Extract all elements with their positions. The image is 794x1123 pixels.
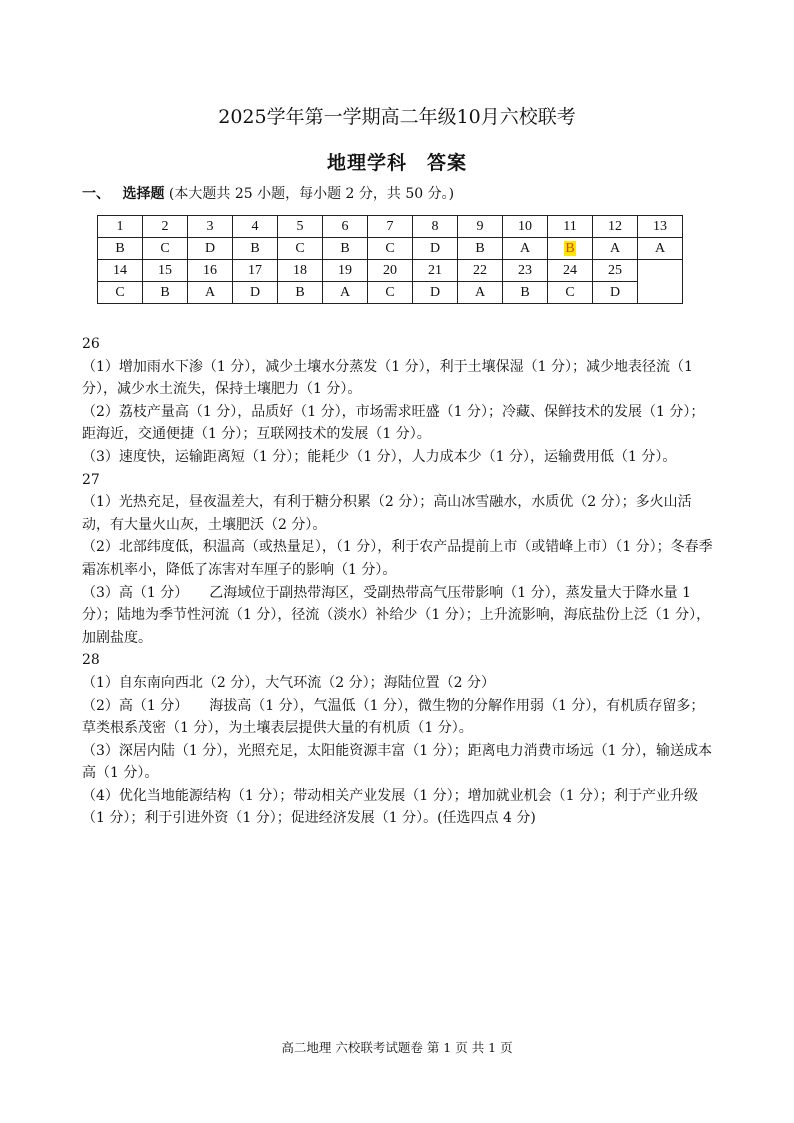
question-number: 6 bbox=[323, 216, 368, 238]
answer-row-answers-2 bbox=[98, 282, 683, 304]
answer-cell: D bbox=[413, 282, 458, 304]
question-28-part-4: （4）优化当地能源结构（1 分）；带动相关产业发展（1 分）；增加就业机会（1 分）；利于产业升级（1 分）；利于引进外资（1 分）；促进经济发展（1 分）。(任选四点 4 分) bbox=[82, 787, 698, 827]
question-number: 1 bbox=[98, 216, 143, 238]
question-number: 5 bbox=[278, 216, 323, 238]
question-number: 18 bbox=[278, 260, 323, 282]
question-number: 8 bbox=[413, 216, 458, 238]
question-26-part-3: （3）速度快，运输距离短（1 分）；能耗少（1 分），人力成本少（1 分），运输费用低（1 分）。 bbox=[82, 448, 677, 465]
question-number: 25 bbox=[593, 260, 638, 282]
answer-cell: C bbox=[548, 282, 593, 304]
page-footer: 高二地理 六校联考试题卷 第 1 页 共 1 页 bbox=[281, 1040, 513, 1055]
question-number: 4 bbox=[233, 216, 278, 238]
question-number: 16 bbox=[188, 260, 233, 282]
section-name: 选择题 bbox=[122, 186, 165, 202]
question-28-number: 28 bbox=[82, 652, 100, 669]
question-number: 23 bbox=[503, 260, 548, 282]
answer-table bbox=[97, 215, 683, 304]
question-number: 9 bbox=[458, 216, 503, 238]
question-number: 21 bbox=[413, 260, 458, 282]
question-number: 13 bbox=[638, 216, 683, 238]
question-27-part-3: （3）高（1 分） 乙海域位于副热带海区，受副热带高气压带影响（1 分），蒸发量大于降水量 1 分）；陆地为季节性河流（1 分），径流（淡水）补给少（1 分）；上升流影响，海底盐份上泛（1 分），加剧盐度。 bbox=[82, 584, 711, 646]
question-26-part-1: （1）增加雨水下渗（1 分），减少土壤水分蒸发（1 分），利于土壤保湿（1 分）；减少地表径流（1 分），减少水土流失，保持土壤肥力（1 分）。 bbox=[82, 358, 693, 398]
answer-cell: A bbox=[458, 282, 503, 304]
answer-cell: A bbox=[188, 282, 233, 304]
answer-cell: D bbox=[413, 238, 458, 260]
question-number: 7 bbox=[368, 216, 413, 238]
answer-cell: A bbox=[638, 238, 683, 260]
answer-cell: B bbox=[323, 238, 368, 260]
answer-cell: A bbox=[503, 238, 548, 260]
question-number: 10 bbox=[503, 216, 548, 238]
answer-row-answers-1 bbox=[98, 238, 683, 260]
answer-body bbox=[82, 333, 714, 830]
answer-cell: B bbox=[458, 238, 503, 260]
question-28-part-1: （1）自东南向西北（2 分），大气环流（2 分）；海陆位置（2 分） bbox=[82, 674, 495, 691]
answer-row-numbers-2 bbox=[98, 260, 683, 282]
section-note: (本大题共 25 小题，每小题 2 分，共 50 分。) bbox=[168, 186, 455, 202]
answer-cell: B bbox=[503, 282, 548, 304]
question-28-part-2: （2）高（1 分） 海拔高（1 分），气温低（1 分），微生物的分解作用弱（1 分），有机质存留多；草类根系茂密（1 分），为土壤表层提供大量的有机质（1 分）。 bbox=[82, 697, 705, 737]
question-28-part-3: （3）深居内陆（1 分），光照充足，太阳能资源丰富（1 分）；距离电力消费市场远（1 分），输送成本高（1 分）。 bbox=[82, 742, 712, 782]
empty-cell bbox=[638, 260, 683, 304]
answer-cell: C bbox=[368, 282, 413, 304]
question-27-part-2: （2）北部纬度低，积温高（或热量足），（1 分），利于农产品提前上市（或错峰上市）（1 分）；冬春季霜冻机率小，降低了冻害对车厘子的影响（1 分）。 bbox=[82, 539, 713, 578]
question-number: 3 bbox=[188, 216, 233, 238]
page-subtitle: 地理学科 答案 bbox=[326, 152, 467, 174]
question-number: 22 bbox=[458, 260, 503, 282]
question-number: 2 bbox=[143, 216, 188, 238]
answer-cell: B bbox=[278, 282, 323, 304]
answer-cell: C bbox=[98, 282, 143, 304]
question-number: 11 bbox=[548, 216, 593, 238]
answer-cell: B bbox=[98, 238, 143, 260]
answer-cell: D bbox=[593, 282, 638, 304]
question-number: 15 bbox=[143, 260, 188, 282]
question-number: 17 bbox=[233, 260, 278, 282]
question-27-number: 27 bbox=[82, 471, 100, 488]
answer-cell: C bbox=[143, 238, 188, 260]
answer-cell: C bbox=[278, 238, 323, 260]
answer-cell: A bbox=[593, 238, 638, 260]
highlighted-answer: B bbox=[565, 240, 575, 256]
answer-cell: C bbox=[368, 238, 413, 260]
section-number: 一、 bbox=[82, 186, 110, 202]
answer-cell: D bbox=[233, 282, 278, 304]
answer-cell: A bbox=[323, 282, 368, 304]
question-number: 12 bbox=[593, 216, 638, 238]
question-26-part-2: （2）荔枝产量高（1 分），品质好（1 分），市场需求旺盛（1 分）；冷藏、保鲜技术的发展（1 分）；距海近，交通便捷（1 分）；互联网技术的发展（1 分）。 bbox=[82, 403, 705, 443]
answer-cell-highlighted bbox=[548, 238, 593, 260]
question-27-part-1: （1）光热充足，昼夜温差大，有利于糖分积累（2 分）；高山冰雪融水，水质优（2 分）；多火山活动，有大量火山灰，土壤肥沃（2 分）。 bbox=[82, 494, 692, 533]
question-26-number: 26 bbox=[82, 336, 100, 352]
question-number: 24 bbox=[548, 260, 593, 282]
question-number: 19 bbox=[323, 260, 368, 282]
section-heading bbox=[82, 183, 454, 203]
question-number: 14 bbox=[98, 260, 143, 282]
answer-row-numbers-1 bbox=[98, 216, 683, 238]
answer-cell: D bbox=[188, 238, 233, 260]
answer-cell: B bbox=[143, 282, 188, 304]
page-title: 2025学年第一学期高二年级10月六校联考 bbox=[218, 106, 576, 128]
question-number: 20 bbox=[368, 260, 413, 282]
answer-cell: B bbox=[233, 238, 278, 260]
